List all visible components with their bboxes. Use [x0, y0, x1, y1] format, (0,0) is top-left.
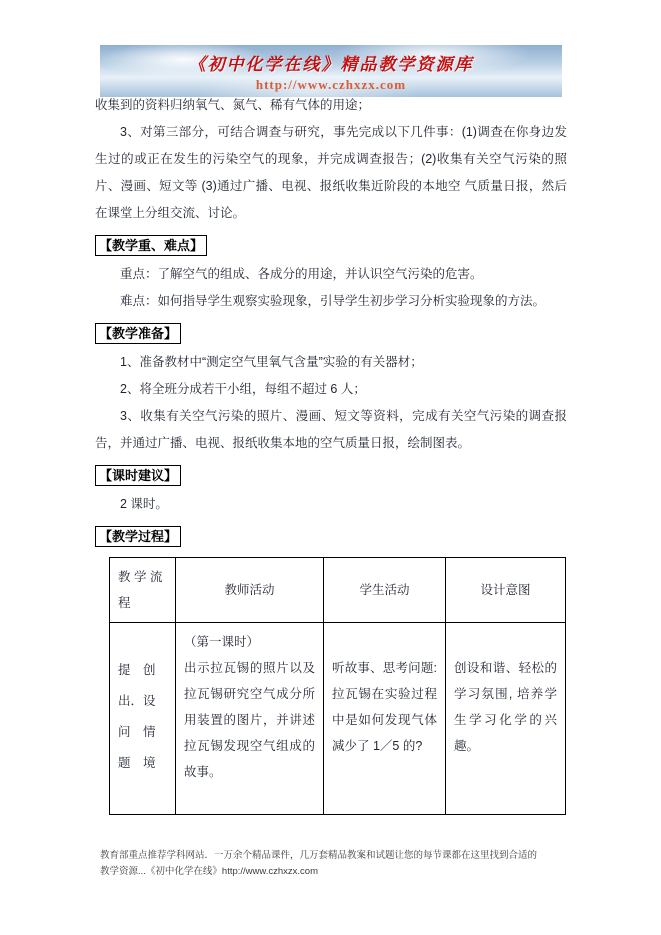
table-header-flow: 教 学 流 程 — [110, 558, 176, 623]
section-title-preparation: 【教学准备】 — [95, 323, 181, 344]
list-item: 1、准备教材中“测定空气里氧气含量”实验的有关器材； — [120, 355, 423, 369]
table-header-student: 学生活动 — [324, 558, 446, 623]
flow-line: 提 创 — [118, 663, 156, 677]
list-item: 重点：了解空气的组成、各成分的用途，并认识空气污染的危害。 — [120, 267, 483, 281]
section-title-process: 【教学过程】 — [95, 526, 181, 547]
list-item: 2、将全班分成若干小组，每组不超过 6 人； — [120, 382, 366, 396]
page-footer — [100, 848, 560, 880]
footer-url-link[interactable]: http://www.czhxzx.com — [221, 866, 319, 877]
list-item: 2 课时。 — [120, 497, 168, 511]
footer-line-1: 教育部重点推荐学科网站．一万余个精品课件，几万套精品教案和试题让您的每节课都在这里找到合适的 — [100, 850, 538, 861]
footer-line-2 — [100, 864, 560, 880]
list-item: 难点：如何指导学生观察实验现象，引导学生初步学习分析实验现象的方法。 — [120, 294, 546, 308]
table-header-teacher: 教师活动 — [176, 558, 324, 623]
site-banner — [100, 45, 562, 97]
site-banner-url-link[interactable]: http://www.czhxzx.com — [255, 76, 407, 92]
cell-design-intent: 创设和谐、轻松的学习氛围, 培养学生学习化学的兴趣。 — [446, 623, 566, 815]
document-body — [95, 92, 567, 815]
section-title-key-points: 【教学重、难点】 — [95, 235, 207, 256]
footer-line-2-text: 教学资源...《初中化学在线》 — [100, 866, 222, 877]
section-heading-key-points-wrap — [95, 234, 567, 258]
flow-line: 题 境 — [118, 756, 156, 770]
list-item: 3、收集有关空气污染的照片、漫画、短文等资料，完成有关空气污染的调查报告，并通过广播、电视、报纸收集本地的空气质量日报，绘制图表。 — [95, 409, 567, 450]
paragraph-continuation: 收集到的资料归纳氧气、氮气、稀有气体的用途； — [95, 98, 371, 112]
section-heading-process-wrap — [95, 525, 567, 549]
table-header-intent: 设计意图 — [446, 558, 566, 623]
lesson-plan-table — [109, 557, 566, 815]
cell-flow — [110, 623, 176, 815]
cell-teacher-activity — [176, 623, 324, 815]
teacher-activity-text: 出示拉瓦锡的照片以及拉瓦锡研究空气成分所用装置的图片，并讲述拉瓦锡发现空气组成的故事。 — [184, 661, 315, 779]
table-header-row — [110, 558, 566, 623]
section-heading-periods-wrap — [95, 464, 567, 488]
flow-line: 问 情 — [118, 725, 156, 739]
paragraph-item-3: 3、对第三部分，可结合调查与研究，事先完成以下几件事：(1)调查在你身边发生过的或正在发生的污染空气的现象，并完成调查报告；(2)收集有关空气污染的照片、漫画、短文等 (3)通过广播、电视、报纸收集近阶段的本地空 气质量日报，然后在课堂上分组交流、讨论。 — [95, 125, 567, 220]
site-banner-title: 《初中化学在线》精品教学资源库 — [188, 54, 474, 74]
table-row — [110, 623, 566, 815]
cell-student-activity: 听故事、思考问题: 拉瓦锡在实验过程中是如何发现气体减少了 1／5 的? — [324, 623, 446, 815]
section-title-periods: 【课时建议】 — [95, 465, 181, 486]
teacher-activity-heading: （第一课时） — [184, 635, 260, 649]
section-heading-preparation-wrap — [95, 322, 567, 346]
flow-line: 出．设 — [118, 694, 156, 708]
